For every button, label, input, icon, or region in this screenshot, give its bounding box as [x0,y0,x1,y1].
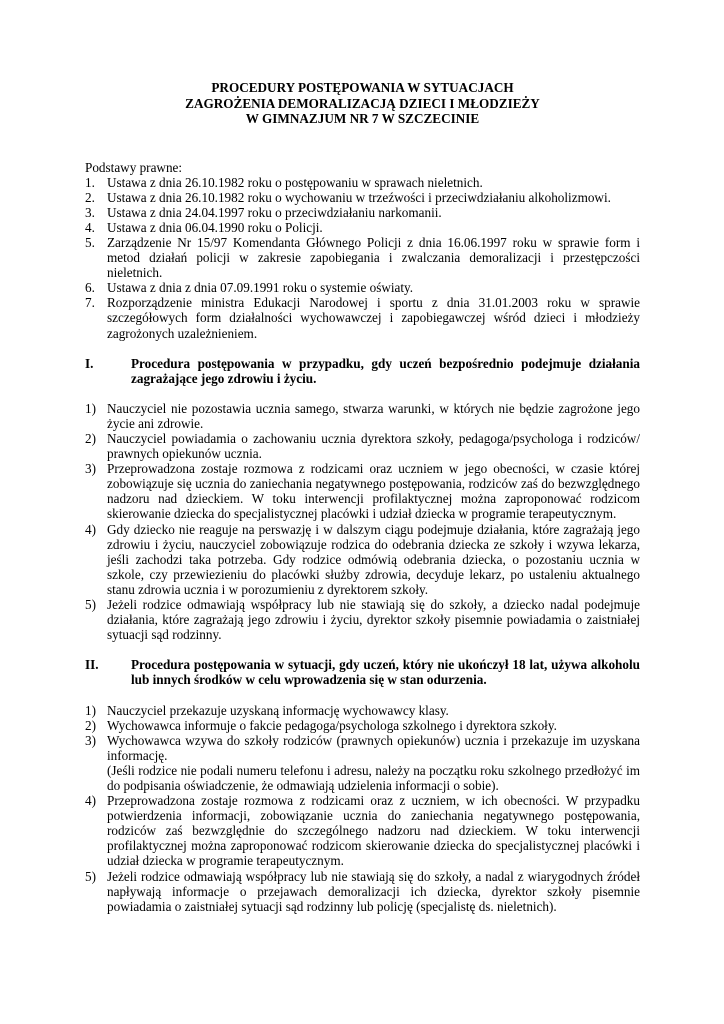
item-note: (Jeśli rodzice nie podali numeru telefonu i adresu, należy na początku roku szkolnego przedłożyć im do podpisania oświadczenie, że odmawiają udzielenia informacji o sobie). [107,762,640,793]
item-text: Wychowawca wzywa do szkoły rodziców (prawnych opiekunów) ucznia i przekazuje im uzyskana informację. [107,732,640,763]
item-number: 1. [85,174,95,190]
section-2-list [85,703,640,914]
item-text: Ustawa z dnia 06.04.1990 roku o Policji. [107,219,323,235]
list-item [85,220,640,235]
item-text: Wychowawca informuje o fakcie pedagoga/psychologa szkolnego i dyrektora szkoły. [107,717,557,733]
document-page [85,80,640,914]
list-item [85,190,640,205]
item-text: Nauczyciel przekazuje uzyskaną informację wychowawcy klasy. [107,702,449,718]
section-1-heading [85,356,640,386]
item-text: Ustawa z dnia 26.10.1982 roku o wychowaniu w trzeźwości i przeciwdziałaniu alkoholizmowi. [107,189,611,205]
item-text: Jeżeli rodzice odmawiają współpracy lub nie stawiają się do szkoły, a dziecko nadal podejmuje działania, które zagrażają jego zdrowiu i życiu, dyrektor szkoły pisemnie powiadamia o zaistniałej sytuacji sąd rodzinny. [107,597,640,643]
list-item [85,733,640,793]
item-number: 3. [85,204,95,220]
legal-basis-list [85,175,640,341]
list-item [85,431,640,461]
list-item [85,869,640,914]
item-number: 6. [85,280,95,296]
list-item [85,205,640,220]
section-1-title: Procedura postępowania w przypadku, gdy uczeń bezpośrednio podejmuje działania zagrażające jego zdrowiu i życiu. [131,355,640,386]
section-1-list [85,401,640,643]
list-item [85,175,640,190]
item-text: Nauczyciel powiadamia o zachowaniu ucznia dyrektora szkoły, pedagoga/psychologa i rodziców/ prawnych opiekunów ucznia. [107,431,640,462]
title-line-2: ZAGROŻENIA DEMORALIZACJĄ DZIECI I MŁODZIEŻY [185,95,540,111]
section-2-heading [85,657,640,687]
document-title [85,80,640,127]
item-text: Jeżeli rodzice odmawiają współpracy lub nie stawiają się do szkoły, a nadal z wiarygodnych źródeł napływają informacje o przejawach demoralizacji ich dziecka, dyrektor szkoły pisemnie powiadamia o zaistniałej sytuacji sąd rodzinny lub policję (specjalistę ds. nieletnich). [107,868,640,914]
item-text: Zarządzenie Nr 15/97 Komendanta Głównego Policji z dnia 16.06.1997 roku w sprawie form i metod działań policji w zakresie zapobiegania i zwalczania demoralizacji i przestępczości nieletnich. [107,234,640,281]
item-text: Przeprowadzona zostaje rozmowa z rodzicami oraz uczniem w jego obecności, w czasie której zobowiązuje się ucznia do zaniechania negatywnego postępowania, rodziców zaś do bezwzględnego nadzoru nad dzieckiem. W toku interwencji profilaktycznej można zaproponować rodzicom skierowanie dziecka do specjalistycznej placówki i udział dziecka w programie terapeutycznym. [107,461,640,522]
item-number: 2. [85,189,95,205]
item-number: 5. [85,234,95,250]
legal-basis-heading: Podstawy prawne: [85,159,183,175]
section-1-number: I. [85,355,94,371]
item-number: 7. [85,295,95,311]
item-number: 4) [85,521,96,537]
section-2-title: Procedura postępowania w sytuacji, gdy uczeń, który nie ukończył 18 lat, używa alkoholu lub innych środków w celu wprowadzenia się w stan odurzenia. [131,657,640,688]
section-2-number: II. [85,657,99,673]
item-number: 5) [85,597,96,613]
item-number: 5) [85,868,96,884]
title-line-3: W GIMNAZJUM NR 7 W SZCZECINIE [245,111,480,126]
list-item [85,235,640,280]
list-item [85,793,640,868]
title-line-1: PROCEDURY POSTĘPOWANIA W SYTUACJACH [211,80,514,95]
list-item [85,718,640,733]
item-number: 3) [85,461,96,477]
item-text: Ustawa z dnia 24.04.1997 roku o przeciwdziałaniu narkomanii. [107,204,442,220]
item-text: Ustawa z dnia 26.10.1982 roku o postępowaniu w sprawach nieletnich. [107,174,483,190]
item-number: 3) [85,732,96,748]
list-item [85,703,640,718]
list-item [85,522,640,597]
item-number: 1) [85,702,96,718]
item-text: Przeprowadzona zostaje rozmowa z rodzicami oraz z uczniem, w ich obecności. W przypadku potwierdzenia informacji, zobowiązanie ucznia do zaniechania negatywnego postępowania, rodziców zaś bezwzględnie do szczególnego nadzoru nad dzieckiem. W toku interwencji profilaktycznej można zaproponować rodzicom skierowanie dziecka do specjalistycznej placówki i udział dziecka w programie terapeutycznym. [107,793,640,869]
item-number: 2) [85,717,96,733]
item-text: Nauczyciel nie pozostawia ucznia samego, stwarza warunki, w których nie będzie zagrożone jego życie ani zdrowie. [107,400,640,431]
item-number: 1) [85,400,96,416]
list-item [85,401,640,431]
list-item [85,461,640,521]
item-text: Gdy dziecko nie reaguje na perswazję i w dalszym ciągu podejmuje działania, które zagrażają jego zdrowiu i życiu, nauczyciel zobowiązuje rodzica do odebrania dziecka ze szkoły i wzywa lekarza, jeśli zachodzi taka potrzeba. Gdy rodzice odmówią odebrania dziecka, o pozostaniu ucznia w szkole, czy przewiezieniu do placówki służby zdrowia, decyduje lekarz, po ustaleniu aktualnego stanu zdrowia ucznia i w porozumieniu z dyrektorem szkoły. [107,521,640,597]
list-item [85,295,640,340]
item-number: 4) [85,793,96,809]
list-item [85,597,640,642]
item-text: Ustawa z dnia z dnia 07.09.1991 roku o systemie oświaty. [107,280,414,296]
item-number: 4. [85,219,95,235]
list-item [85,280,640,295]
item-number: 2) [85,431,96,446]
item-text: Rozporządzenie ministra Edukacji Narodowej i sportu z dnia 31.01.2003 roku w sprawie szczegółowych form działalności wychowawczej i zapobiegawczej wśród dzieci i młodzieży zagrożonych uzależnieniem. [107,295,640,341]
